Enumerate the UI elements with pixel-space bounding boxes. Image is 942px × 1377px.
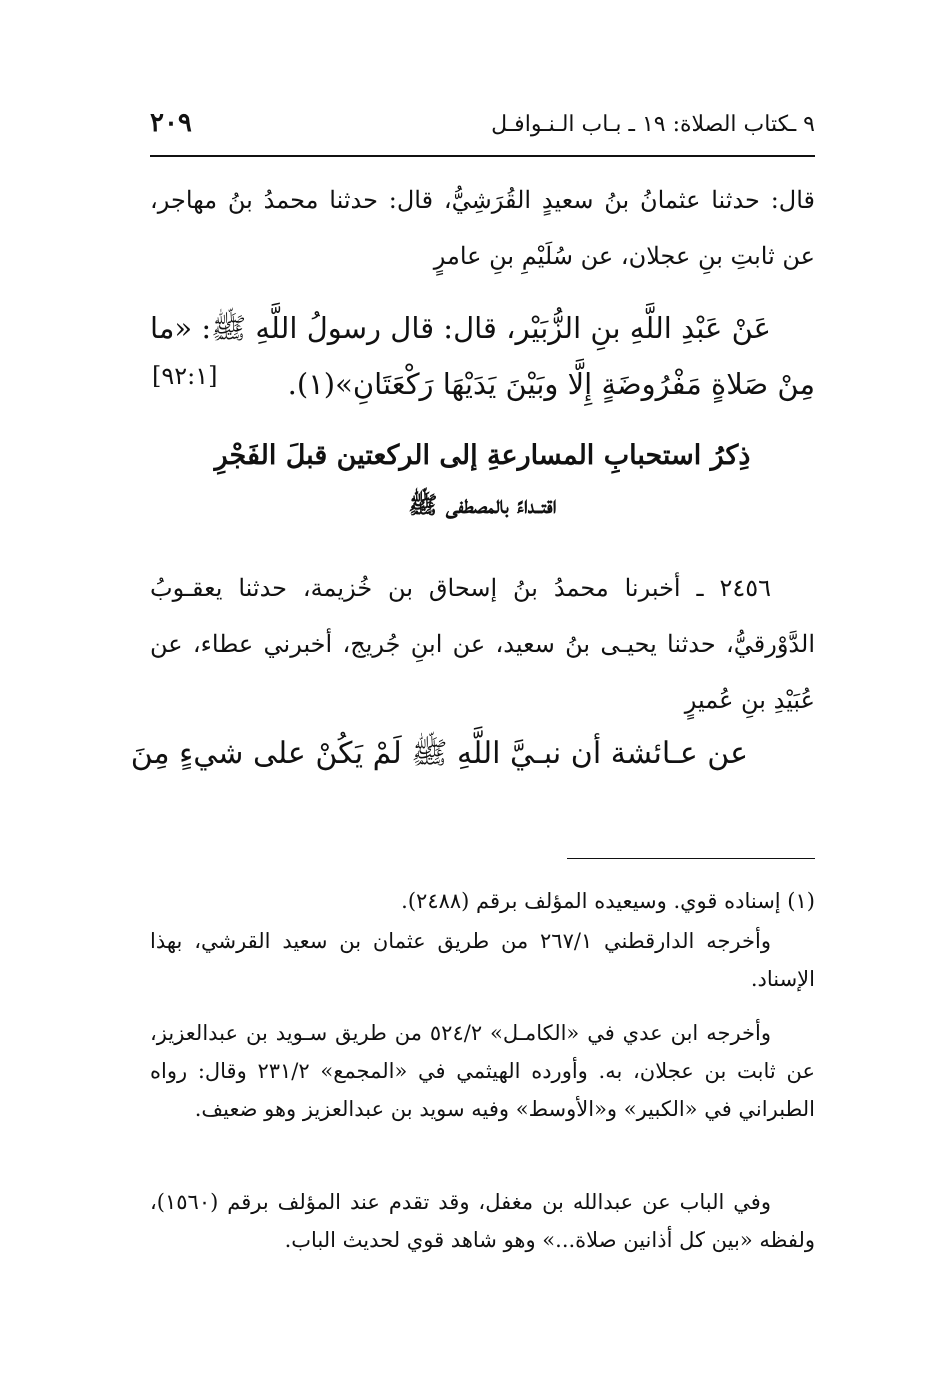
footnote-paragraph-2 bbox=[150, 922, 815, 998]
isnad-paragraph-1: قال: حدثنا عثمانُ بنُ سعيدٍ القُرَشِيُّ، قال: حدثنا محمدُ بنُ مهاجر، عن ثابتِ بنِ عجلان، عن سُلَيْمِ بنِ عامرٍ bbox=[150, 186, 815, 270]
chapter-subtitle: اقتــداءً بالمصطفى ﷺ bbox=[408, 490, 557, 519]
hadith-reference: [٩٢:١] bbox=[152, 362, 218, 390]
hadith-text-1 bbox=[150, 300, 815, 412]
hadith-text-1-content: عَنْ عَبْدِ اللَّهِ بنِ الزُّبَيْر، قال: قال رسولُ اللَّهِ ﷺ: «ما مِنْ صَلاةٍ مَفْرُوضَةٍ إِلَّا وبَيْنَ يَدَيْهَا رَكْعَتَانِ»(١). bbox=[150, 311, 815, 401]
footnote-paragraph-4-content: وفي الباب عن عبدالله بن مغفل، وقد تقدم عند المؤلف برقم (١٥٦٠)، ولفظه «بين كل أذانين صلاة...» وهو شاهد قوي لحديث الباب. bbox=[150, 1190, 815, 1252]
page-number: ٢٠٩ bbox=[150, 108, 192, 138]
hadith-text-2: عن عـائشة أن نبـيَّ اللَّهِ ﷺ لَمْ يَكُنْ على شيءٍ مِنَ bbox=[130, 736, 748, 771]
chapter-title: ذِكرُ استحبابِ المسارعةِ إلى الركعتين قبلَ الفَجْرِ bbox=[214, 440, 751, 471]
running-title: ٩ ـكتاب الصلاة: ١٩ ـ بـاب الـنـوافـل bbox=[491, 112, 815, 137]
footnote-paragraph-3-content: وأخرجه ابن عدي في «الكامـل» ٥٢٤/٢ من طريق سـويد بن عبدالعزيز، عن ثابت بن عجلان، به. وأورده الهيثمي في «المجمع» ٢٣١/٢ وقال: رواه الطبراني في «الكبير» و«الأوسط» وفيه سويد بن عبدالعزيز وهو ضعيف. bbox=[150, 1021, 815, 1121]
header-rule bbox=[150, 155, 815, 157]
footnote-paragraph-4 bbox=[150, 1183, 815, 1259]
page-header bbox=[150, 108, 815, 148]
footnote-1: (١) إسناده قوي. وسيعيده المؤلف برقم (٢٤٨٨). bbox=[401, 889, 815, 913]
footnote-paragraph-3 bbox=[150, 1014, 815, 1128]
footnote-separator bbox=[567, 858, 815, 859]
isnad-paragraph-2 bbox=[150, 560, 815, 728]
isnad-paragraph-2-content: ٢٤٥٦ ـ أخبرنا محمدُ بنُ إسحاق بن خُزيمة، حدثنا يعقـوبُ الدَّوْرقيُّ، حدثنا يحيـى بنُ سعيد، عن ابنِ جُريج، أخبرني عطاء، عن عُبَيْدِ بنِ عُميرٍ bbox=[150, 574, 815, 714]
footnote-paragraph-2-content: وأخرجه الدارقطني ٢٦٧/١ من طريق عثمان بن سعيد القرشي، بهذا الإسناد. bbox=[150, 929, 815, 991]
